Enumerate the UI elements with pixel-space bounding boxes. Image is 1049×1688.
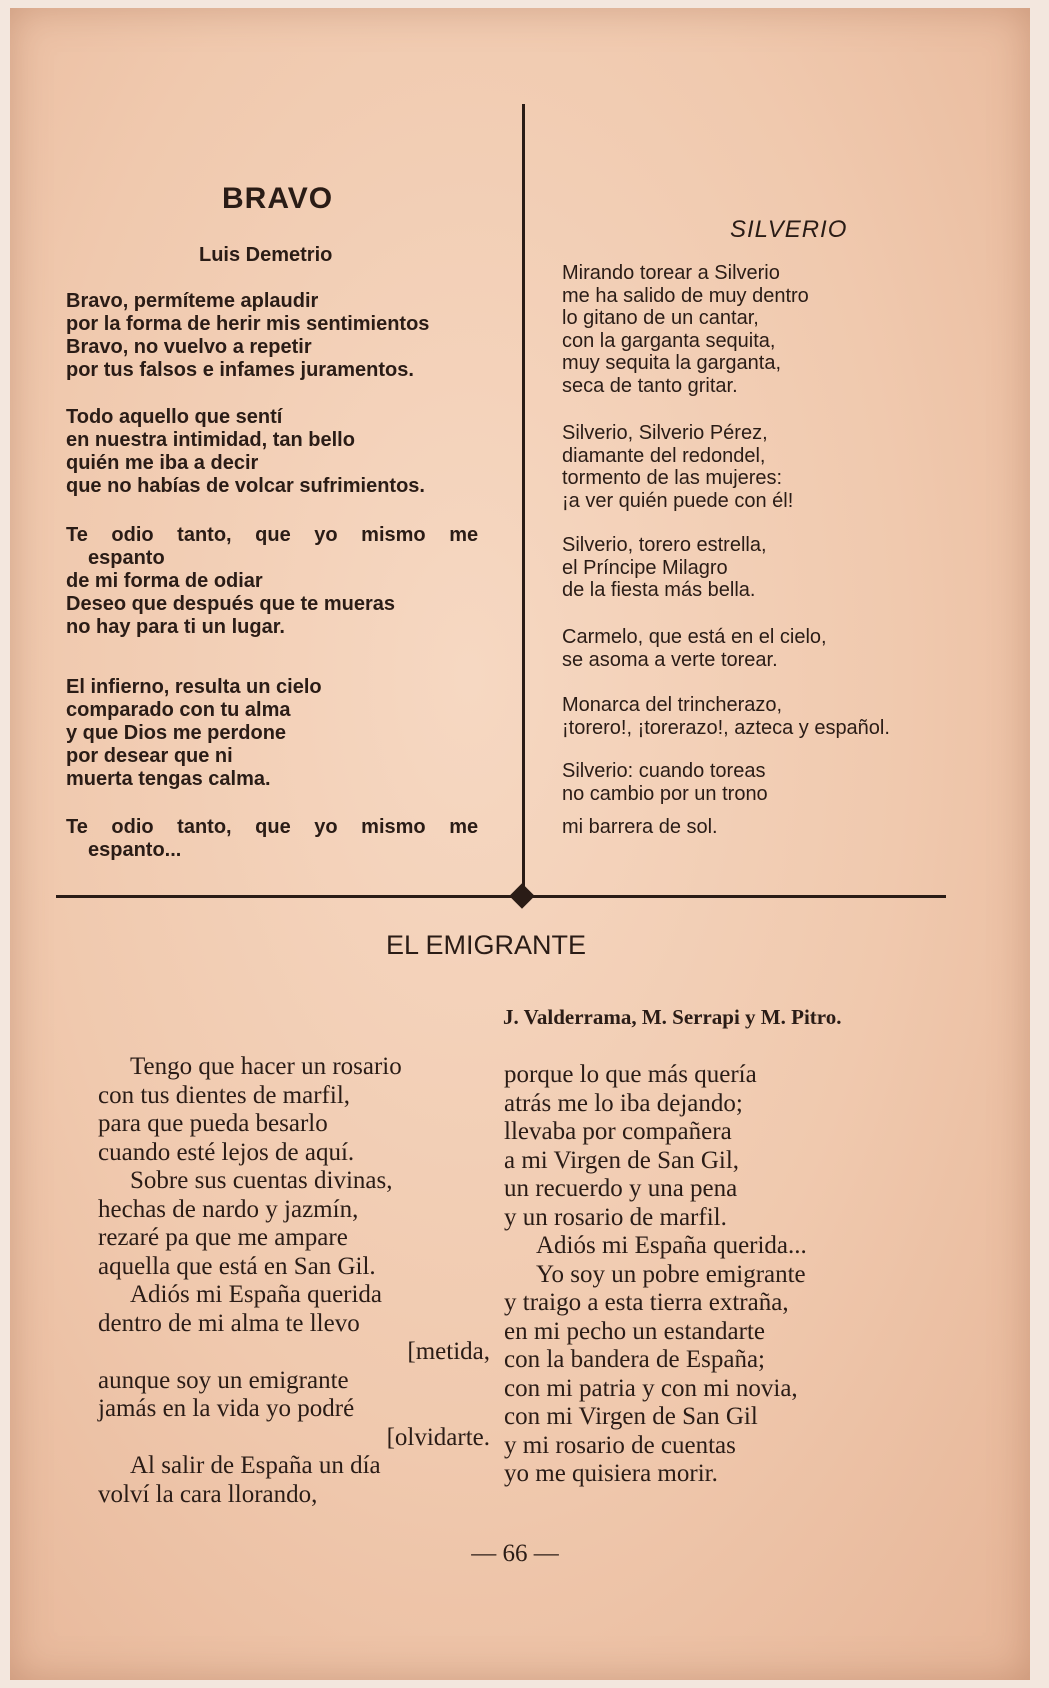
verse-line: diamante del redondel, — [562, 444, 766, 467]
verse-line: Monarca del trincherazo, — [562, 694, 783, 716]
bravo-stanza-2 — [66, 406, 425, 498]
verse-line: con mi patria y con mi novia, — [504, 1374, 798, 1402]
verse-line: mi barrera de sol. — [562, 816, 718, 838]
verse-line: con tus dientes de marfil, — [98, 1081, 351, 1109]
section-divider — [56, 895, 946, 898]
verse-line: llevaba por compañera — [504, 1118, 732, 1145]
verse-line: aunque soy un emigrante — [98, 1366, 349, 1394]
silverio-stanza-5 — [562, 694, 890, 739]
verse-line: Te odio tanto, que yo mismo me — [66, 524, 479, 546]
verse-line: Mirando torear a Silverio — [562, 262, 780, 284]
verse-line: jamás en la vida yo podré — [98, 1395, 355, 1422]
verse-line: no cambio por un trono — [562, 782, 768, 805]
verse-line: [metida, — [407, 1338, 490, 1365]
verse-line: por la forma de herir mis sentimientos — [66, 313, 430, 335]
verse-line: Adiós mi España querida... — [536, 1232, 807, 1259]
verse-line: en nuestra intimidad, tan bello — [66, 429, 355, 451]
songbook-page — [10, 8, 1030, 1680]
bravo-stanza-5 — [66, 816, 478, 862]
bravo-stanza-4 — [66, 676, 322, 791]
verse-line: aquella que está en San Gil. — [98, 1252, 376, 1280]
verse-line: de mi forma de odiar — [66, 570, 263, 592]
verse-line: un recuerdo y una pena — [504, 1175, 738, 1202]
column-divider — [522, 104, 525, 904]
divider-ornament — [509, 883, 534, 908]
verse-line: atrás me lo iba dejando; — [504, 1089, 743, 1117]
verse-line: Te odio tanto, que yo mismo me — [66, 816, 479, 838]
verse-line: dentro de mi alma te llevo — [98, 1309, 360, 1337]
verse-line: en mi pecho un estandarte — [504, 1317, 766, 1345]
verse-line: espanto... — [88, 839, 182, 861]
verse-line: Yo soy un pobre emigrante — [536, 1260, 806, 1288]
emigrante-column-1 — [98, 1053, 490, 1509]
verse-line: comparado con tu alma — [66, 699, 291, 721]
verse-line: no hay para ti un lugar. — [66, 616, 285, 638]
verse-line: Bravo, no vuelvo a repetir — [66, 336, 312, 358]
verse-line: con la bandera de España; — [504, 1346, 765, 1373]
verse-line: para que pueda besarlo — [98, 1110, 328, 1137]
verse-line: y traigo a esta tierra extraña, — [504, 1289, 789, 1316]
verse-line: porque lo que más quería — [504, 1061, 757, 1088]
verse-line: Bravo, permíteme aplaudir — [66, 290, 319, 312]
verse-line: el Príncipe Milagro — [562, 556, 728, 579]
verse-line: y mi rosario de cuentas — [504, 1431, 736, 1459]
verse-line: cuando esté lejos de aquí. — [98, 1138, 355, 1166]
silverio-stanza-2 — [562, 422, 793, 512]
verse-line: espanto — [88, 547, 165, 569]
verse-line: quién me iba a decir — [66, 452, 259, 474]
verse-line: rezaré pa que me ampare — [98, 1224, 348, 1251]
verse-line: seca de tanto gritar. — [562, 374, 738, 397]
verse-line: yo me quisiera morir. — [504, 1460, 718, 1487]
verse-line: Tengo que hacer un rosario — [130, 1053, 402, 1080]
verse-line: me ha salido de muy dentro — [562, 284, 809, 307]
emigrante-column-2 — [504, 1061, 904, 1489]
verse-line: volví la cara llorando, — [98, 1480, 318, 1508]
emigrante-title: EL EMIGRANTE — [386, 930, 587, 960]
verse-line: que no habías de volcar sufrimientos. — [66, 475, 425, 497]
verse-line: con la garganta sequita, — [562, 329, 776, 352]
verse-line: tormento de las mujeres: — [562, 467, 783, 489]
verse-line: ¡a ver quién puede con él! — [562, 489, 794, 512]
verse-line: Deseo que después que te mueras — [66, 593, 396, 615]
verse-line: Silverio, torero estrella, — [562, 534, 767, 556]
verse-line: por desear que ni — [66, 745, 233, 767]
silverio-title: SILVERIO — [730, 216, 848, 243]
silverio-stanza-1 — [562, 262, 809, 397]
verse-line: Sobre sus cuentas divinas, — [130, 1167, 393, 1194]
verse-line: Adiós mi España querida — [130, 1281, 383, 1308]
silverio-stanza-3 — [562, 534, 767, 602]
verse-line: Al salir de España un día — [130, 1452, 381, 1479]
bravo-author: Luis Demetrio — [199, 244, 333, 266]
verse-line: y que Dios me perdone — [66, 722, 287, 744]
verse-line: muy sequita la garganta, — [562, 352, 782, 374]
page-number: — 66 — — [471, 1540, 559, 1567]
verse-line: a mi Virgen de San Gil, — [504, 1146, 740, 1174]
silverio-stanza-7 — [562, 816, 718, 839]
verse-line: [olvidarte. — [386, 1423, 490, 1451]
verse-line: Todo aquello que sentí — [66, 406, 283, 428]
verse-line: Carmelo, que está en el cielo, — [562, 626, 827, 648]
verse-line: se asoma a verte torear. — [562, 648, 778, 671]
verse-line: lo gitano de un cantar, — [562, 307, 759, 329]
verse-line: muerta tengas calma. — [66, 768, 271, 790]
verse-line: Silverio: cuando toreas — [562, 760, 766, 782]
emigrante-authors: J. Valderrama, M. Serrapi y M. Pitro. — [503, 1005, 842, 1029]
verse-line: Silverio, Silverio Pérez, — [562, 422, 768, 444]
verse-line: hechas de nardo y jazmín, — [98, 1195, 359, 1223]
silverio-stanza-4 — [562, 626, 827, 671]
verse-line: ¡torero!, ¡torerazo!, azteca y español. — [562, 716, 890, 739]
bravo-stanza-1 — [66, 290, 429, 382]
bravo-title: BRAVO — [222, 182, 334, 215]
verse-line: de la fiesta más bella. — [562, 579, 756, 601]
verse-line: El infierno, resulta un cielo — [66, 676, 322, 698]
verse-line: por tus falsos e infames juramentos. — [66, 359, 414, 381]
bravo-stanza-3 — [66, 524, 478, 639]
verse-line: con mi Virgen de San Gil — [504, 1403, 758, 1430]
verse-line: y un rosario de marfil. — [504, 1203, 727, 1231]
silverio-stanza-6 — [562, 760, 768, 805]
